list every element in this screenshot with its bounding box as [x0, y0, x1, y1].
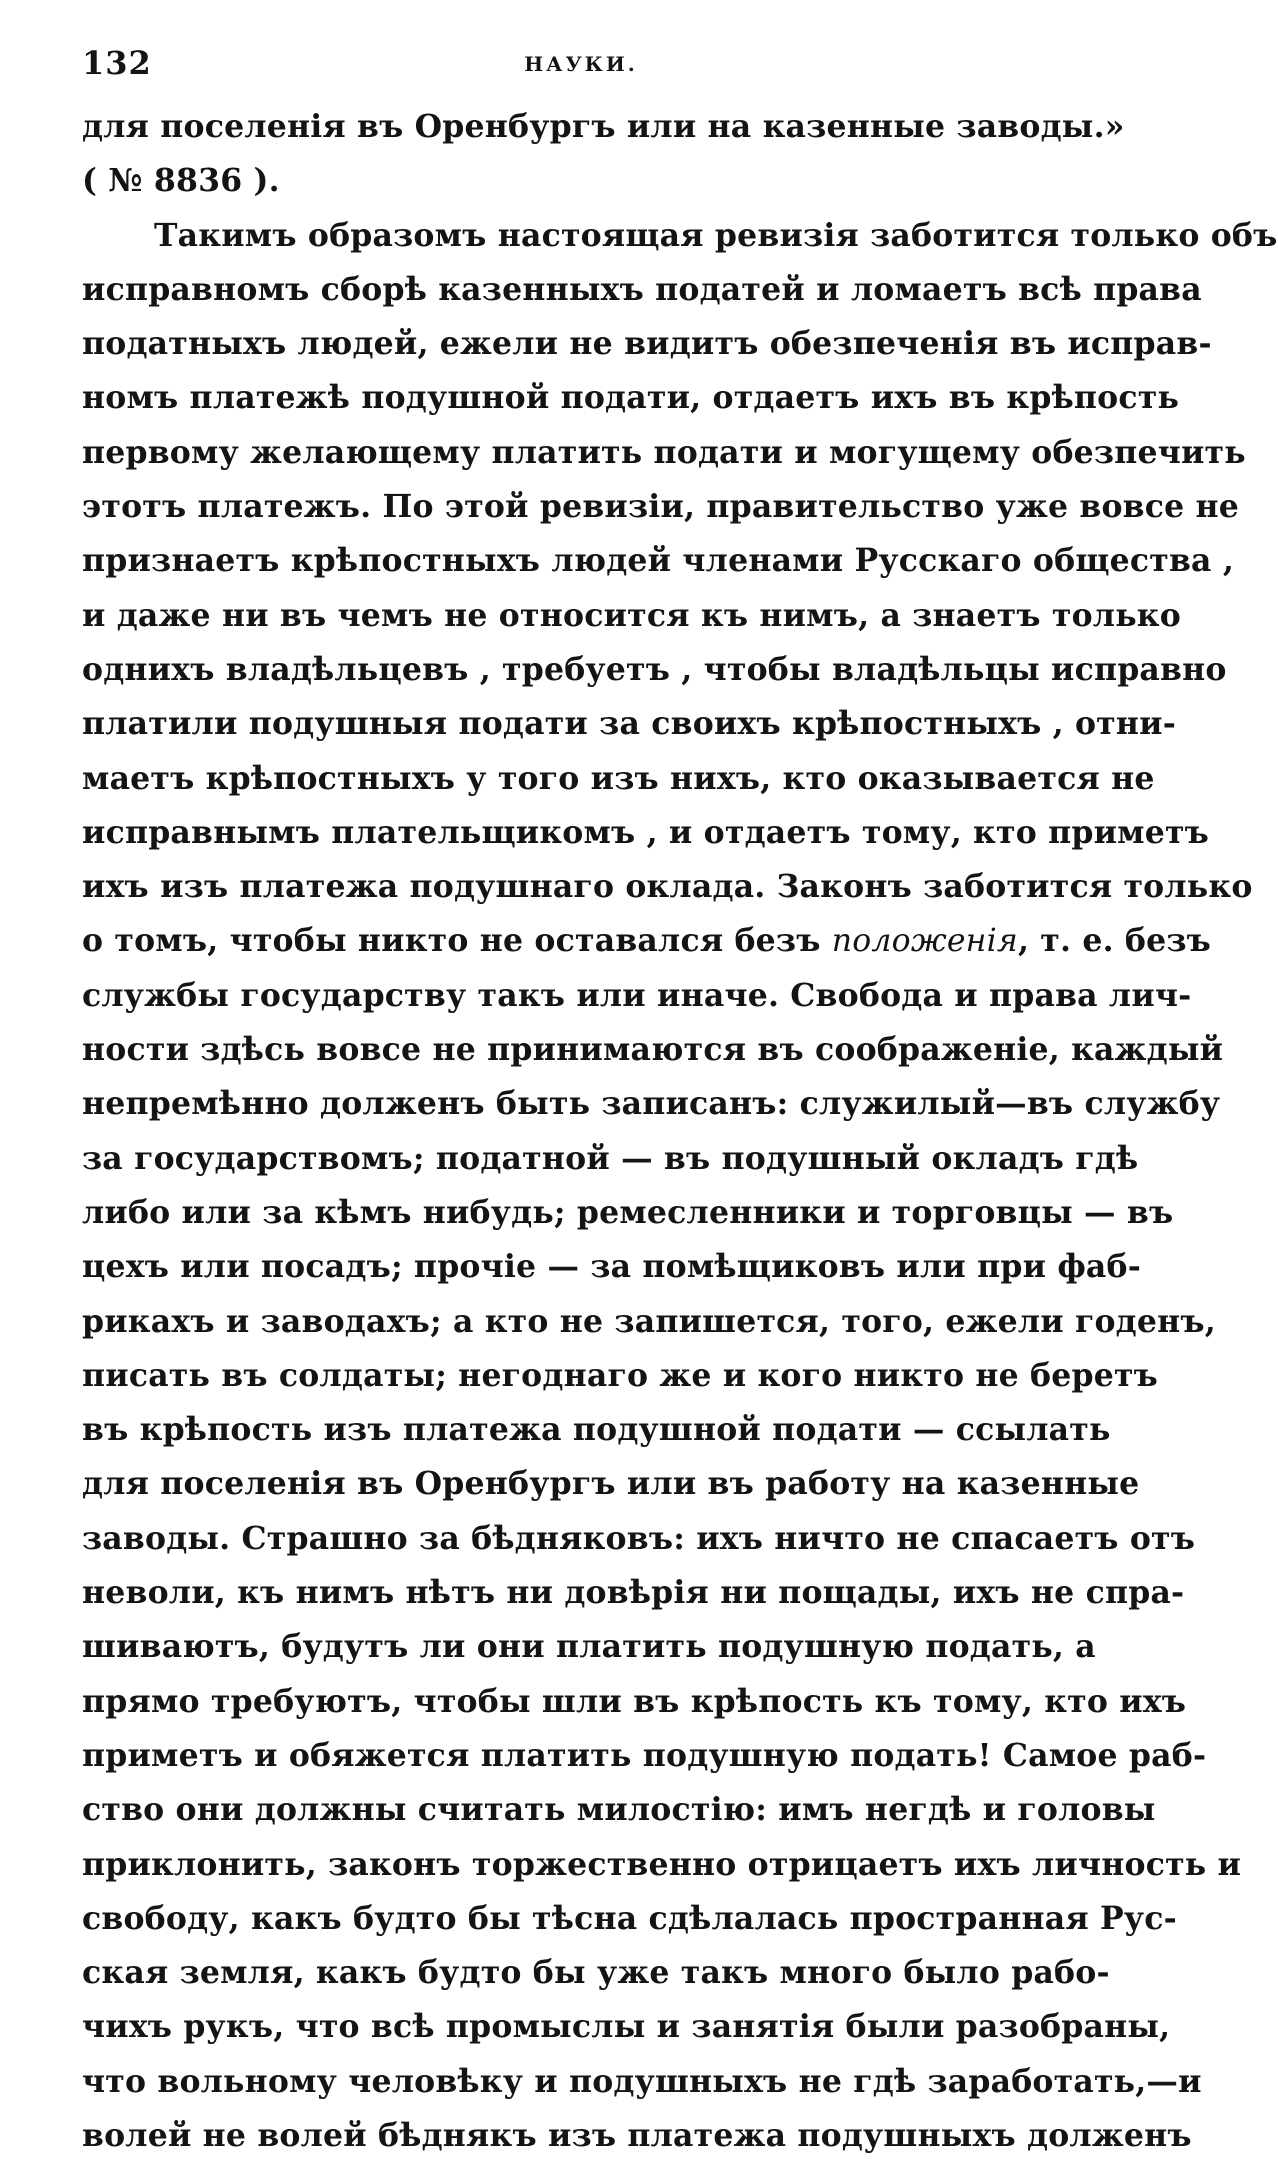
text-line — [82, 1240, 1142, 1294]
text-segment: шиваютъ, будутъ ли они платить подушную подать, а — [82, 1628, 1096, 1666]
text-line — [82, 1132, 1139, 1186]
text-segment: приметъ и обяжется платить подушную подать! Самое раб- — [82, 1736, 1207, 1774]
text-segment: для поселенія въ Оренбургъ или въ работу на казенные — [82, 1465, 1140, 1503]
text-segment: службы государству такъ или иначе. Свобода и права лич- — [82, 976, 1192, 1014]
text-segment: о томъ, чтобы никто не оставался безъ — [82, 922, 832, 960]
text-segment: Такимъ образомъ настоящая ревизія заботится только объ — [154, 216, 1278, 254]
text-line — [82, 589, 1181, 643]
text-line — [82, 1512, 1196, 1566]
text-segment: прямо требуютъ, чтобы шли въ крѣпость къ тому, кто ихъ — [82, 1682, 1187, 1720]
text-line — [82, 1783, 1156, 1837]
text-segment: рикахъ и заводахъ; а кто не запишется, того, ежели годенъ, — [82, 1302, 1216, 1340]
text-segment: заводы. Страшно за бѣдняковъ: ихъ ничто не спасаетъ отъ — [82, 1519, 1196, 1557]
text-line — [82, 426, 1246, 480]
text-segment: маетъ крѣпостныхъ у того изъ нихъ, кто оказывается не — [82, 759, 1155, 797]
text-segment: ихъ изъ платежа подушнаго оклада. Законъ заботится только — [82, 868, 1253, 906]
text-segment: и даже ни въ чемъ не относится къ нимъ, а знаетъ только — [82, 596, 1181, 634]
text-line — [82, 1349, 1159, 1403]
text-line — [82, 1077, 1221, 1131]
text-segment: податныхъ людей, ежели не видитъ обезпеченія въ исправ- — [82, 325, 1212, 363]
text-segment: свободу, какъ будто бы тѣсна сдѣлалась пространная Рус- — [82, 1899, 1177, 1937]
text-segment: ( № 8836 ). — [82, 162, 280, 200]
text-segment: этотъ платежъ. По этой ревизіи, правительство уже вовсе не — [82, 488, 1240, 526]
text-segment: исправномъ сборѣ казенныхъ податей и ломаетъ всѣ права — [82, 270, 1202, 308]
text-segment: непремѣнно долженъ быть записанъ: служилый—въ службу — [82, 1085, 1221, 1123]
text-line — [82, 480, 1240, 534]
text-segment: приклонить, законъ торжественно отрицаетъ ихъ личность и — [82, 1845, 1242, 1883]
text-segment: однихъ владѣльцевъ , требуетъ , чтобы владѣльцы исправно — [82, 650, 1227, 688]
text-line — [82, 697, 1176, 751]
text-line — [82, 643, 1227, 697]
text-line — [82, 806, 1210, 860]
text-line — [82, 154, 1080, 208]
running-head: НАУКИ. — [524, 52, 638, 76]
text-segment: волей не волей бѣднякъ изъ платежа подушныхъ долженъ — [82, 2116, 1192, 2154]
body-text — [82, 100, 1278, 2163]
text-segment: первому желающему платить подати и могущему обезпечить — [82, 433, 1246, 471]
text-line — [82, 1403, 1111, 1457]
text-line — [82, 1892, 1177, 1946]
text-line — [82, 1566, 1185, 1620]
text-line — [82, 860, 1253, 914]
text-segment: писать въ солдаты; негоднаго же и кого никто не беретъ — [82, 1356, 1159, 1394]
text-line — [82, 317, 1212, 371]
italic-word: положенія — [831, 923, 1018, 960]
text-line — [82, 1295, 1216, 1349]
text-line — [82, 1457, 1140, 1511]
text-segment: исправнымъ плательщикомъ , и отдаетъ тому, кто приметъ — [82, 813, 1210, 851]
text-segment: платили подушныя подати за своихъ крѣпостныхъ , отни- — [82, 705, 1176, 743]
text-line — [82, 2000, 1171, 2054]
text-line — [82, 1023, 1224, 1077]
text-segment: чихъ рукъ, что всѣ промыслы и занятія были разобраны, — [82, 2008, 1171, 2046]
text-line — [82, 263, 1202, 317]
text-line — [82, 2055, 1202, 2109]
text-segment: неволи, къ нимъ нѣтъ ни довѣрія ни пощады, ихъ не спра- — [82, 1574, 1185, 1612]
text-segment: либо или за кѣмъ нибудь; ремесленники и торговцы — въ — [82, 1193, 1174, 1231]
text-line — [82, 2109, 1192, 2163]
text-segment: признаетъ крѣпостныхъ людей членами Русскаго общества , — [82, 542, 1234, 580]
text-line — [82, 914, 1212, 968]
text-line — [82, 1186, 1174, 1240]
text-line — [82, 1729, 1207, 1783]
text-segment: ности здѣсь вовсе не принимаются въ соображеніе, каждый — [82, 1031, 1224, 1069]
text-line — [82, 1946, 1110, 2000]
text-line — [82, 534, 1234, 588]
text-segment: что вольному человѣку и подушныхъ не гдѣ заработать,—и — [82, 2062, 1202, 2100]
text-segment: для поселенія въ Оренбургъ или на казенные заводы.» — [82, 108, 1125, 145]
text-segment: ская земля, какъ будто бы уже такъ много было рабо- — [82, 1954, 1110, 1992]
text-segment: номъ платежѣ подушной подати, отдаетъ ихъ въ крѣпость — [82, 379, 1180, 417]
text-segment: въ крѣпость изъ платежа подушной подати — ссылать — [82, 1411, 1111, 1449]
text-segment: ство они должны считать милостію: имъ негдѣ и головы — [82, 1791, 1156, 1829]
text-line — [82, 1675, 1187, 1729]
text-line — [82, 1838, 1242, 1892]
text-line — [82, 1620, 1096, 1674]
text-line — [82, 371, 1180, 425]
text-line — [82, 100, 1125, 154]
text-segment: за государствомъ; податной — въ подушный окладъ гдѣ — [82, 1139, 1139, 1177]
text-segment: , т. е. безъ — [1017, 922, 1212, 960]
page-header — [82, 40, 1080, 86]
text-segment: цехъ или посадъ; прочіе — за помѣщиковъ или при фаб- — [82, 1248, 1142, 1286]
text-line — [82, 752, 1155, 806]
text-line — [82, 969, 1192, 1023]
page-number: 132 — [82, 44, 152, 82]
text-line — [82, 209, 1278, 263]
